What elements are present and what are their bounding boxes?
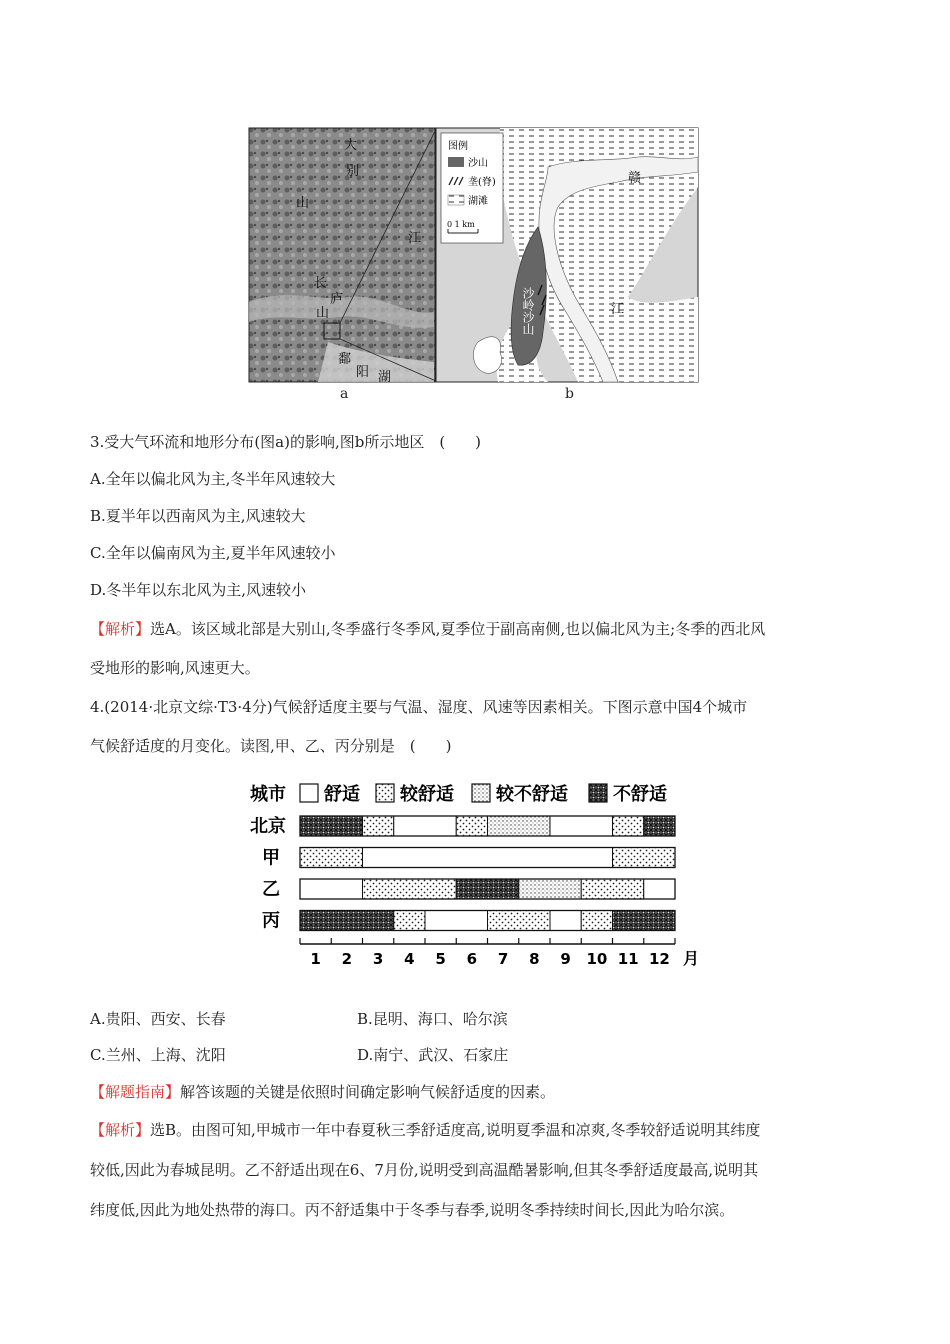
q3-option-c: C.全年以偏南风为主,夏半年风速较小 [90, 544, 336, 562]
comfort-chart [246, 780, 706, 970]
q3-option-b: B.夏半年以西南风为主,风速较大 [90, 507, 306, 525]
q4-analysis-line3: 纬度低,因此为地处热带的海口。丙不舒适集中于冬季与春季,说明冬季持续时间长,因此为哈尔滨。 [90, 1201, 735, 1219]
row-label: 北京 [250, 816, 286, 837]
row-label: 甲 [262, 847, 280, 869]
legend-item: 垄(脊) [468, 177, 496, 188]
month-tick-label: 10 [586, 950, 608, 968]
comfort-segment [363, 879, 457, 899]
comfort-segment [300, 879, 363, 899]
analysis-tag: 【解析】 [90, 1121, 151, 1139]
map-b-label: 江 [611, 302, 625, 317]
q3-option-a: A.全年以偏北风为主,冬半年风速较大 [90, 470, 336, 488]
row-label: 丙 [262, 910, 280, 932]
month-tick-label: 11 [617, 950, 639, 968]
q3-stem: 3.受大气环流和地形分布(图a)的影响,图b所示地区 ( ) [90, 433, 482, 451]
map-label: 江 [408, 231, 422, 246]
month-tick-label: 3 [372, 950, 384, 968]
map-legend [441, 133, 503, 243]
row-label: 乙 [262, 879, 280, 900]
q4-guide [90, 1082, 555, 1102]
month-tick-label: 12 [648, 950, 670, 968]
comfort-segment [644, 879, 675, 899]
comfort-segment [456, 816, 487, 836]
comfort-segment [519, 879, 582, 899]
map-label: 鄱 [338, 352, 352, 367]
map-label: 阳 [356, 365, 370, 380]
comfort-segment [581, 911, 612, 931]
guide-tag: 【解题指南】 [90, 1083, 181, 1101]
comfort-segment [613, 848, 676, 868]
chart-title: 城市 [250, 784, 286, 805]
map-label: 大 [344, 138, 358, 153]
legend-item: 湖滩 [468, 196, 488, 207]
month-tick-label: 9 [560, 950, 571, 968]
month-tick-label: 7 [497, 950, 509, 968]
legend-item: 沙山 [468, 158, 488, 169]
map-b [436, 128, 698, 382]
figure-maps [248, 127, 700, 383]
comfort-segment [613, 911, 676, 931]
month-tick-label: 5 [435, 950, 446, 968]
comfort-segment [363, 848, 613, 868]
comfort-segment [550, 816, 613, 836]
comfort-segment [363, 816, 394, 836]
legend-scale: 0 1 km [447, 220, 475, 229]
map-a [249, 128, 435, 383]
map-label: 别 [346, 164, 360, 179]
q3-analysis-cont: 受地形的影响,风速更大。 [90, 659, 260, 677]
legend-title: 图例 [448, 141, 468, 152]
comfort-segment [488, 911, 551, 931]
map-label: 山 [296, 196, 310, 211]
q4-option-d: D.南宁、武汉、石家庄 [357, 1046, 509, 1064]
comfort-segment [425, 911, 488, 931]
map-label: 长 [314, 276, 328, 291]
q4-option-b: B.昆明、海口、哈尔滨 [357, 1010, 508, 1028]
map-b-label: 沙岭沙山 [521, 287, 535, 335]
comfort-segment [581, 879, 644, 899]
q4-analysis-line2: 较低,因此为春城昆明。乙不舒适出现在6、7月份,说明受到高温酷暑影响,但其冬季舒适度最高,说明其 [90, 1161, 759, 1179]
comfort-segment [613, 816, 644, 836]
month-tick-label: 6 [466, 950, 478, 968]
map-b-label: 赣 [628, 171, 642, 186]
q4-stem-line2: 气候舒适度的月变化。读图,甲、乙、丙分别是 ( ) [90, 737, 452, 755]
map-label: 庐 [330, 292, 344, 307]
month-tick-label: 2 [341, 950, 353, 968]
comfort-segment [488, 816, 551, 836]
legend-comfortable: 舒适 [324, 784, 360, 805]
month-unit: 月 [683, 949, 700, 968]
comfort-segment [394, 911, 425, 931]
q4-analysis [90, 1120, 760, 1140]
analysis-tag: 【解析】 [90, 620, 151, 638]
month-tick-label: 8 [529, 950, 540, 968]
comfort-segment [300, 848, 363, 868]
comfort-segment [300, 911, 394, 931]
q3-analysis [90, 619, 765, 639]
q4-option-a: A.贵阳、西安、长春 [90, 1010, 226, 1028]
q4-option-c: C.兰州、上海、沈阳 [90, 1046, 226, 1064]
comfort-segment [644, 816, 675, 836]
legend-fairly-comfortable: 较舒适 [400, 784, 454, 805]
legend-less-comfortable: 较不舒适 [496, 784, 568, 805]
map-label: 湖 [378, 370, 392, 383]
month-tick-label: 4 [404, 950, 415, 968]
map-label: 山 [316, 306, 330, 321]
figure-label-a: a [340, 386, 349, 402]
legend-uncomfortable: 不舒适 [613, 784, 667, 805]
comfort-segment [300, 816, 363, 836]
analysis-text: 选A。该区域北部是大别山,冬季盛行冬季风,夏季位于副高南侧,也以偏北风为主;冬季的西北风 [150, 620, 766, 638]
comfort-segment [394, 816, 457, 836]
comfort-segment [456, 879, 519, 899]
q3-option-d: D.冬半年以东北风为主,风速较小 [90, 581, 307, 599]
analysis-text: 选B。由图可知,甲城市一年中春夏秋三季舒适度高,说明夏季温和凉爽,冬季较舒适说明其纬度 [150, 1121, 761, 1139]
q4-stem-line1: 4.(2014·北京文综·T3·4分)气候舒适度主要与气温、湿度、风速等因素相关。下图示意中国4个城市 [90, 698, 748, 716]
figure-label-b: b [565, 386, 574, 402]
guide-text: 解答该题的关键是依照时间确定影响气候舒适度的因素。 [180, 1083, 556, 1101]
month-tick-label: 1 [310, 950, 321, 968]
comfort-segment [550, 911, 581, 931]
